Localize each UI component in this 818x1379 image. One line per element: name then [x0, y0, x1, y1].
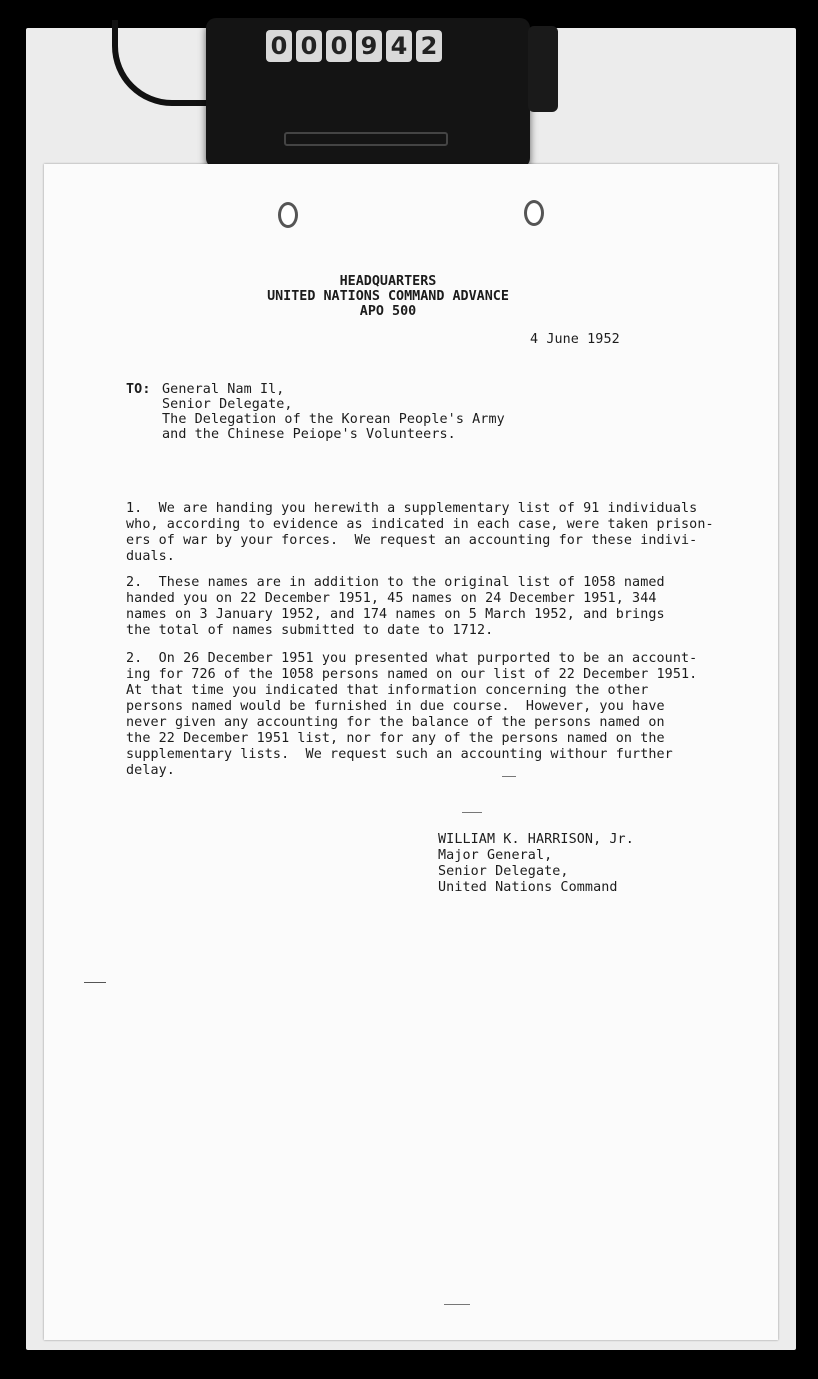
header-apo: APO 500: [359, 304, 417, 319]
counter-digit: 0: [296, 30, 322, 62]
stray-mark: [462, 812, 482, 813]
letter-sheet: [44, 164, 778, 1340]
paragraph-1-line: 1. We are handing you herewith a supplementary list of 91 individuals: [126, 501, 698, 516]
addressee-line: The Delegation of the Korean People's Army: [162, 412, 505, 427]
counter-digit: 0: [266, 30, 292, 62]
counter-digit: 9: [356, 30, 382, 62]
addressee-line: General Nam Il,: [162, 382, 285, 397]
paragraph-3-line: the 22 December 1951 list, nor for any of the persons named on the: [126, 731, 665, 746]
paragraph-3-line: supplementary lists. We request such an accounting withour further: [126, 747, 673, 762]
counter-digits: [266, 30, 462, 64]
paragraph-3-line: ing for 726 of the 1058 persons named on our list of 22 December 1951.: [126, 667, 698, 682]
letter-date: 4 June 1952: [530, 332, 620, 347]
signature-org: United Nations Command: [438, 880, 618, 895]
header-headquarters: HEADQUARTERS: [339, 274, 437, 289]
addressee-line: Senior Delegate,: [162, 397, 293, 412]
paragraph-2-line: handed you on 22 December 1951, 45 names on 24 December 1951, 344: [126, 591, 657, 606]
stray-mark: [444, 1304, 470, 1305]
counter-digit: 2: [416, 30, 442, 62]
punch-hole-left: [278, 202, 298, 228]
paragraph-2-line: names on 3 January 1952, and 174 names on 5 March 1952, and brings: [126, 607, 665, 622]
paragraph-2-line: the total of names submitted to date to 1712.: [126, 623, 494, 638]
stray-mark: [502, 776, 516, 777]
stray-mark: [84, 982, 106, 983]
paragraph-3-line: never given any accounting for the balance of the persons named on: [126, 715, 665, 730]
counter-digit: 4: [386, 30, 412, 62]
paragraph-3-line: 2. On 26 December 1951 you presented what purported to be an account-: [126, 651, 698, 666]
paragraph-3-line: At that time you indicated that information concerning the other: [126, 683, 649, 698]
to-label: TO:: [126, 382, 151, 397]
addressee-line: and the Chinese Peiope's Volunteers.: [162, 427, 456, 442]
paragraph-1-line: who, according to evidence as indicated in each case, were taken prison-: [126, 517, 714, 532]
paragraph-1-line: ers of war by your forces. We request an accounting for these indivi-: [126, 533, 698, 548]
header-command: UNITED NATIONS COMMAND ADVANCE: [267, 289, 509, 304]
paragraph-2-line: 2. These names are in addition to the original list of 1058 named: [126, 575, 665, 590]
counter-slot: [284, 132, 448, 146]
signature-title: Senior Delegate,: [438, 864, 569, 879]
paragraph-1-line: duals.: [126, 549, 175, 564]
counter-knob: [528, 26, 558, 112]
signature-name: WILLIAM K. HARRISON, Jr.: [438, 832, 634, 847]
signature-rank: Major General,: [438, 848, 553, 863]
punch-hole-right: [524, 200, 544, 226]
counter-digit: 0: [326, 30, 352, 62]
paragraph-3-line: delay.: [126, 763, 175, 778]
paragraph-3-line: persons named would be furnished in due course. However, you have: [126, 699, 665, 714]
